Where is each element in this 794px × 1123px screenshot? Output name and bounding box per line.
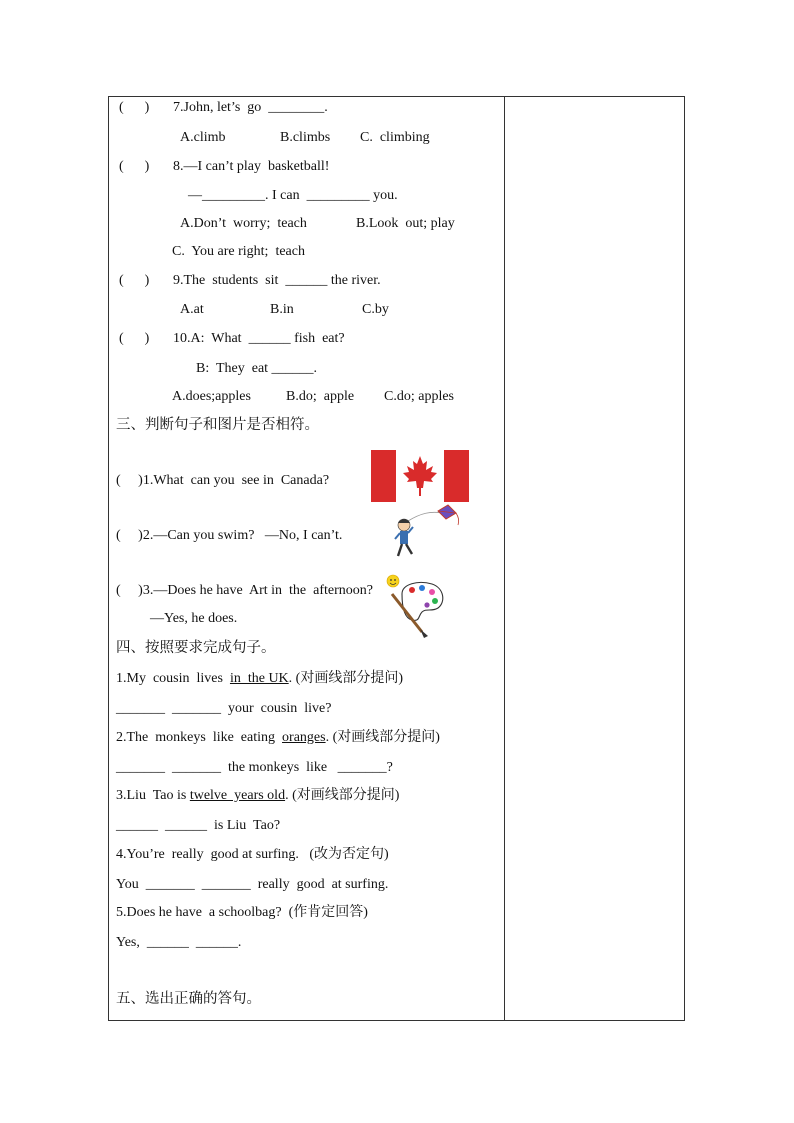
section3-item-3: ( )3.—Does he have Art in the afternoon?	[116, 583, 373, 598]
section3-heading: 三、判断句子和图片是否相符。	[116, 417, 319, 433]
section3-item-1: ( )1.What can you see in Canada?	[116, 473, 330, 488]
q7-bracket: ( )	[119, 100, 150, 115]
q10-bracket: ( )	[119, 331, 150, 346]
section4-q4-answer: You _______ _______ really good at surfing.	[116, 877, 389, 892]
underlined-phrase: oranges	[282, 730, 326, 745]
q10-option-c: C.do; apples	[384, 389, 454, 404]
section3-item-3-reply: —Yes, he does.	[150, 611, 238, 626]
section4-q5: 5.Does he have a schoolbag? (作肯定回答)	[116, 905, 368, 920]
underlined-phrase: in the UK	[229, 671, 289, 686]
q7-stem: 7.John, let’s go ________.	[173, 100, 328, 115]
q10-option-a: A.does;apples	[172, 389, 251, 404]
section4-q2: 2.The monkeys like eating oranges. (对画线部分提问)	[116, 730, 440, 745]
q8-reply: —_________. I can _________ you.	[188, 188, 398, 203]
q9-option-c: C.by	[362, 302, 389, 317]
q9-bracket: ( )	[119, 273, 150, 288]
q7-option-a: A.climb	[180, 130, 226, 145]
column-divider	[504, 96, 505, 1021]
q10-stem: 10.A: What ______ fish eat?	[173, 331, 345, 346]
section4-q1: 1.My cousin lives in the UK. (对画线部分提问)	[116, 671, 403, 686]
q10-option-b: B.do; apple	[286, 389, 355, 404]
q8-option-b: B.Look out; play	[356, 216, 455, 231]
section4-q2-answer: _______ _______ the monkeys like _______?	[116, 760, 393, 775]
q7-option-b: B.climbs	[280, 130, 331, 145]
section4-q3: 3.Liu Tao is twelve years old. (对画线部分提问)	[116, 788, 400, 803]
q8-option-a: A.Don’t worry; teach	[180, 216, 307, 231]
q9-option-a: A.at	[180, 302, 204, 317]
underlined-phrase: twelve years old	[189, 788, 286, 803]
boy-flying-kite-image	[386, 503, 466, 565]
paint-palette-image	[384, 572, 448, 638]
section4-q3-answer: ______ ______ is Liu Tao?	[116, 818, 281, 833]
q7-option-c: C. climbing	[360, 130, 430, 145]
canada-flag-image	[371, 450, 469, 502]
section4-heading: 四、按照要求完成句子。	[116, 640, 276, 656]
q8-option-c: C. You are right; teach	[172, 244, 305, 259]
q9-option-b: B.in	[270, 302, 294, 317]
q8-bracket: ( )	[119, 159, 150, 174]
section5-heading: 五、选出正确的答句。	[116, 991, 261, 1007]
section4-q5-answer: Yes, ______ ______.	[116, 935, 242, 950]
section4-q4: 4.You’re really good at surfing. (改为否定句)	[116, 847, 389, 862]
q9-stem: 9.The students sit ______ the river.	[173, 273, 381, 288]
q8-stem: 8.—I can’t play basketball!	[173, 159, 330, 174]
section4-q1-answer: _______ _______ your cousin live?	[116, 701, 332, 716]
section3-item-2: ( )2.—Can you swim? —No, I can’t.	[116, 528, 343, 543]
q10-reply: B: They eat ______.	[196, 361, 318, 376]
